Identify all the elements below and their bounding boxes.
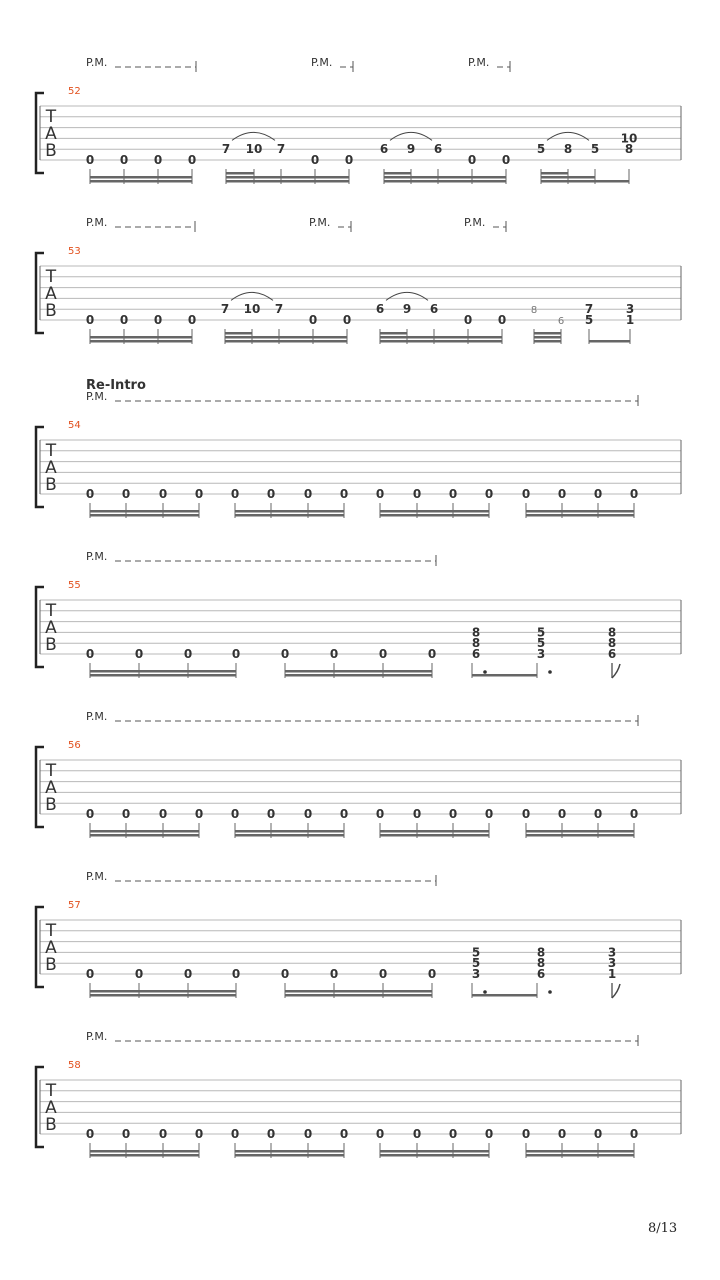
beam [90,674,236,677]
beam [90,834,199,837]
fret-number: 0 [427,647,437,661]
fret-number: 6 [607,647,617,661]
beam [541,176,595,179]
fret-number: 0 [158,1127,168,1141]
fret-number: 0 [308,313,318,327]
palm-mute-label: P.M. [86,56,108,69]
beam [285,994,432,997]
fret-number: 5 [471,945,481,960]
fret-number: 8 [536,945,546,960]
tab-system-53 [36,216,681,344]
tab-clef-letter: B [45,635,57,655]
fret-number: 3 [536,647,546,661]
fret-number: 10 [620,131,638,146]
fret-number: 0 [329,967,339,981]
fret-number: 6 [557,316,565,327]
fret-number: 0 [303,1127,313,1141]
palm-mute-label: P.M. [86,550,108,563]
fret-number: 6 [375,302,385,317]
beam [235,514,344,517]
fret-number: 9 [406,142,416,157]
beam [90,1150,199,1153]
fret-number: 0 [378,647,388,661]
fret-number: 3 [471,967,481,981]
fret-number: 10 [243,302,261,317]
fret-number: 0 [484,1127,494,1141]
fret-number: 0 [339,1127,349,1141]
tab-clef-letter: B [45,301,57,321]
fret-number: 0 [153,313,163,327]
tab-system-54 [36,378,681,518]
fret-number: 0 [194,1127,204,1141]
beam-sub [380,332,407,335]
fret-number: 0 [119,313,129,327]
fret-number: 9 [402,302,412,317]
beam [235,830,344,833]
beam [380,336,502,339]
fret-number: 0 [375,1127,385,1141]
fret-number: 0 [412,1127,422,1141]
tab-clef-letter: A [45,1098,57,1118]
fret-number: 0 [280,967,290,981]
fret-number: 0 [303,807,313,821]
slur [232,132,275,140]
measure-number: 56 [68,740,81,751]
beam [526,510,634,513]
fret-number: 0 [194,487,204,501]
fret-number: 5 [584,313,594,327]
fret-number: 0 [448,807,458,821]
beam [589,340,630,343]
tab-clef-letter: A [45,778,57,798]
fret-number: 0 [85,807,95,821]
palm-mute-label: P.M. [86,390,108,403]
fret-number: 0 [310,153,320,167]
slur [231,292,273,300]
measure-number: 55 [68,580,81,591]
tab-system-52 [36,56,681,184]
tab-system-57 [36,870,681,998]
fret-number: 0 [339,807,349,821]
fret-number: 6 [471,647,481,661]
fret-number: 8 [471,636,481,651]
beam [472,674,537,677]
beam [90,340,192,343]
fret-number: 8 [563,142,573,157]
beam [226,176,349,179]
fret-number: 0 [412,487,422,501]
fret-number: 10 [245,142,263,157]
beam [90,830,199,833]
fret-number: 0 [231,647,241,661]
beam [90,990,236,993]
beam [285,670,432,673]
fret-number: 0 [85,1127,95,1141]
beam [380,1150,489,1153]
beam [380,834,489,837]
beam [380,514,489,517]
slur [390,132,432,140]
fret-number: 8 [624,142,634,157]
fret-number: 8 [536,956,546,971]
beam [225,336,347,339]
fret-number: 0 [85,313,95,327]
beam [235,1154,344,1157]
fret-number: 7 [276,142,286,157]
beam [380,340,502,343]
tab-clef-letter: B [45,955,57,975]
fret-number: 0 [501,153,511,167]
fret-number: 5 [590,142,600,157]
fret-number: 0 [593,487,603,501]
note-flag [612,664,620,678]
fret-number: 0 [121,487,131,501]
beam [90,1154,199,1157]
slur [386,292,428,300]
fret-number: 0 [85,647,95,661]
beam [90,514,199,517]
fret-number: 6 [379,142,389,157]
beam [526,1154,634,1157]
fret-number: 0 [158,807,168,821]
fret-number: 0 [183,647,193,661]
tab-clef-letter: B [45,795,57,815]
fret-number: 8 [471,625,481,640]
fret-number: 0 [230,1127,240,1141]
fret-number: 0 [375,807,385,821]
tab-clef-letter: T [45,921,57,941]
fret-number: 3 [625,302,635,317]
beam [526,1150,634,1153]
beam [285,990,432,993]
fret-number: 0 [412,807,422,821]
augmentation-dot [483,990,487,994]
palm-mute-label: P.M. [309,216,331,229]
fret-number: 0 [463,313,473,327]
fret-number: 7 [221,142,231,157]
fret-number: 0 [467,153,477,167]
beam [380,830,489,833]
fret-number: 0 [121,807,131,821]
fret-number: 0 [266,487,276,501]
tab-clef-letter: T [45,601,57,621]
beam [90,176,192,179]
beam-sub [541,172,568,175]
beam [384,176,506,179]
tab-system-55 [36,550,681,678]
measure-number: 58 [68,1060,81,1071]
tab-clef-letter: B [45,475,57,495]
fret-number: 0 [339,487,349,501]
augmentation-dot [548,670,552,674]
section-title: Re-Intro [86,378,146,393]
beam [384,180,506,183]
beam [380,1154,489,1157]
palm-mute-label: P.M. [86,216,108,229]
tab-clef-letter: T [45,441,57,461]
fret-number: 0 [119,153,129,167]
beam [526,514,634,517]
fret-number: 0 [231,967,241,981]
fret-number: 5 [536,625,546,640]
fret-number: 0 [121,1127,131,1141]
fret-number: 0 [183,967,193,981]
augmentation-dot [548,990,552,994]
beam [534,336,561,339]
tab-clef-letter: A [45,938,57,958]
tab-system-56 [36,710,681,838]
fret-number: 0 [521,807,531,821]
fret-number: 0 [134,647,144,661]
fret-number: 0 [230,487,240,501]
tab-clef-letter: A [45,124,57,144]
fret-number: 6 [433,142,443,157]
tab-clef-letter: B [45,141,57,161]
beam [225,340,347,343]
fret-number: 0 [187,313,197,327]
fret-number: 0 [427,967,437,981]
fret-number: 0 [85,967,95,981]
tab-clef-letter: T [45,107,57,127]
fret-number: 5 [471,956,481,971]
palm-mute-label: P.M. [464,216,486,229]
fret-number: 0 [85,487,95,501]
fret-number: 0 [497,313,507,327]
fret-number: 0 [593,807,603,821]
beam [90,670,236,673]
fret-number: 0 [593,1127,603,1141]
tab-clef-letter: A [45,458,57,478]
fret-number: 6 [429,302,439,317]
fret-number: 0 [448,1127,458,1141]
fret-number: 0 [342,313,352,327]
tab-clef-letter: A [45,284,57,304]
fret-number: 0 [521,1127,531,1141]
fret-number: 8 [530,305,538,317]
palm-mute-label: P.M. [86,710,108,723]
page-number: 8/13 [648,1221,678,1236]
fret-number: 1 [625,313,635,327]
fret-number: 0 [378,967,388,981]
fret-number: 0 [266,1127,276,1141]
fret-number: 0 [158,487,168,501]
fret-number: 6 [536,967,546,981]
fret-number: 0 [303,487,313,501]
palm-mute-label: P.M. [468,56,490,69]
fret-number: 7 [584,302,594,317]
fret-number: 0 [448,487,458,501]
palm-mute-label: P.M. [311,56,333,69]
fret-number: 7 [220,302,230,317]
fret-number: 0 [629,1127,639,1141]
fret-number: 0 [557,1127,567,1141]
slur [547,132,589,140]
fret-number: 0 [266,807,276,821]
augmentation-dot [483,670,487,674]
beam [235,1150,344,1153]
note-flag [612,984,620,998]
fret-number: 0 [484,487,494,501]
fret-number: 0 [375,487,385,501]
fret-number: 0 [629,487,639,501]
fret-number: 0 [329,647,339,661]
beam [235,834,344,837]
beam [526,830,634,833]
fret-number: 8 [607,636,617,651]
beam [472,994,537,997]
beam [90,180,192,183]
beam [541,180,629,183]
beam [90,994,236,997]
measure-number: 57 [68,900,81,911]
fret-number: 0 [629,807,639,821]
fret-number: 5 [536,142,546,157]
measure-number: 53 [68,246,81,257]
fret-number: 0 [187,153,197,167]
beam-sub [225,332,252,335]
tab-clef-letter: T [45,761,57,781]
beam [285,674,432,677]
fret-number: 0 [280,647,290,661]
fret-number: 5 [536,636,546,651]
fret-number: 0 [230,807,240,821]
fret-number: 0 [557,487,567,501]
beam-sub [384,172,411,175]
beam [226,180,349,183]
fret-number: 8 [607,625,617,640]
fret-number: 0 [521,487,531,501]
palm-mute-label: P.M. [86,870,108,883]
tab-clef-letter: T [45,1081,57,1101]
fret-number: 1 [607,967,617,981]
fret-number: 7 [274,302,284,317]
beam [380,510,489,513]
measure-number: 54 [68,420,81,431]
beam-sub [226,172,254,175]
fret-number: 0 [557,807,567,821]
fret-number: 0 [134,967,144,981]
beam [90,510,199,513]
tab-system-58 [36,1030,681,1158]
beam [90,336,192,339]
tab-clef-letter: T [45,267,57,287]
beam [534,332,561,335]
tab-clef-letter: A [45,618,57,638]
measure-number: 52 [68,86,81,97]
fret-number: 0 [153,153,163,167]
beam [235,510,344,513]
palm-mute-label: P.M. [86,1030,108,1043]
fret-number: 0 [344,153,354,167]
tab-clef-letter: B [45,1115,57,1135]
beam [534,340,561,343]
fret-number: 0 [85,153,95,167]
fret-number: 3 [607,956,617,971]
beam [526,834,634,837]
fret-number: 0 [484,807,494,821]
fret-number: 0 [194,807,204,821]
fret-number: 3 [607,945,617,960]
